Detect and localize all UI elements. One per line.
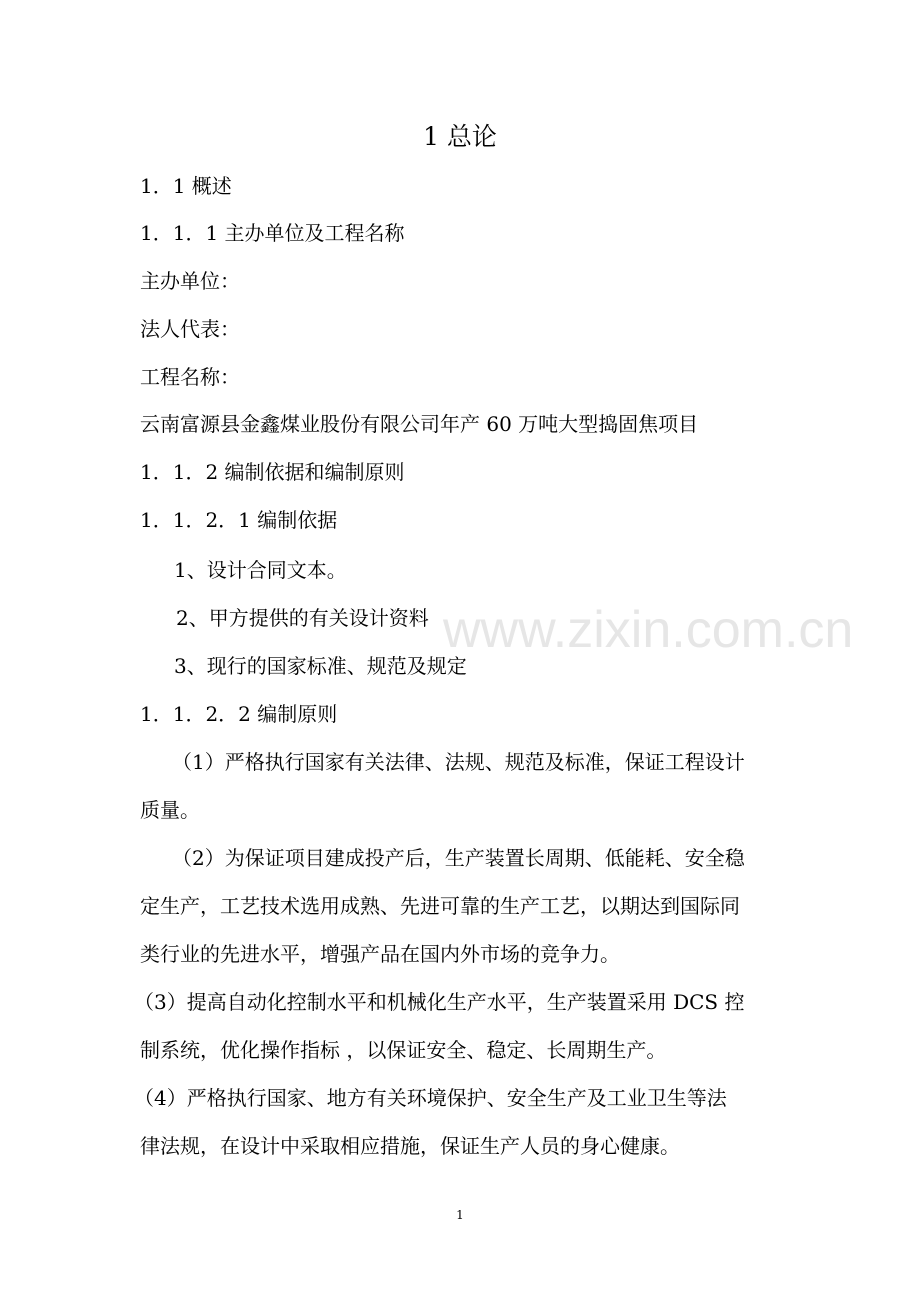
section-heading-1-1-2-2: 1．1．2．2 编制原则: [140, 702, 338, 726]
project-name: 云南富源县金鑫煤业股份有限公司年产 60 万吨大型捣固焦项目: [140, 412, 699, 436]
section-heading-1-1-2-1: 1．1．2．1 编制依据: [140, 508, 338, 532]
principle-line: 制系统，优化操作指标 ，以保证安全、稳定、长周期生产。: [140, 1038, 667, 1062]
basis-item: 1、设计合同文本。: [174, 558, 347, 582]
page-number: 1: [456, 1208, 464, 1222]
legal-rep-label: 法人代表：: [140, 317, 240, 341]
basis-item: 3、现行的国家标准、规范及规定: [174, 654, 467, 678]
chapter-title: 1 总论: [423, 122, 497, 151]
principle-line: （1）严格执行国家有关法律、法规、规范及标准，保证工程设计: [172, 750, 745, 774]
basis-item: 2、甲方提供的有关设计资料: [176, 606, 429, 630]
section-heading-1-1-1: 1．1．1 主办单位及工程名称: [140, 221, 405, 245]
principle-line: （4）严格执行国家、地方有关环境保护、安全生产及工业卫生等法: [134, 1086, 727, 1110]
principle-line: 类行业的先进水平，增强产品在国内外市场的竞争力。: [140, 942, 620, 966]
sponsor-label: 主办单位：: [140, 269, 240, 293]
principle-line: 定生产，工艺技术选用成熟、先进可靠的生产工艺，以期达到国际同: [140, 894, 740, 918]
project-name-label: 工程名称：: [140, 365, 240, 389]
principle-line: （2）为保证项目建成投产后，生产装置长周期、低能耗、安全稳: [172, 846, 745, 870]
principle-line: 律法规，在设计中采取相应措施，保证生产人员的身心健康。: [140, 1134, 680, 1158]
watermark: www.zixin.com.cn: [443, 601, 854, 659]
section-heading-1-1-2: 1．1．2 编制依据和编制原则: [140, 460, 405, 484]
principle-line: （3）提高自动化控制水平和机械化生产水平，生产装置采用 DCS 控: [134, 990, 745, 1014]
principle-line: 质量。: [140, 798, 200, 822]
section-heading-1-1: 1．1 概述: [140, 174, 232, 198]
